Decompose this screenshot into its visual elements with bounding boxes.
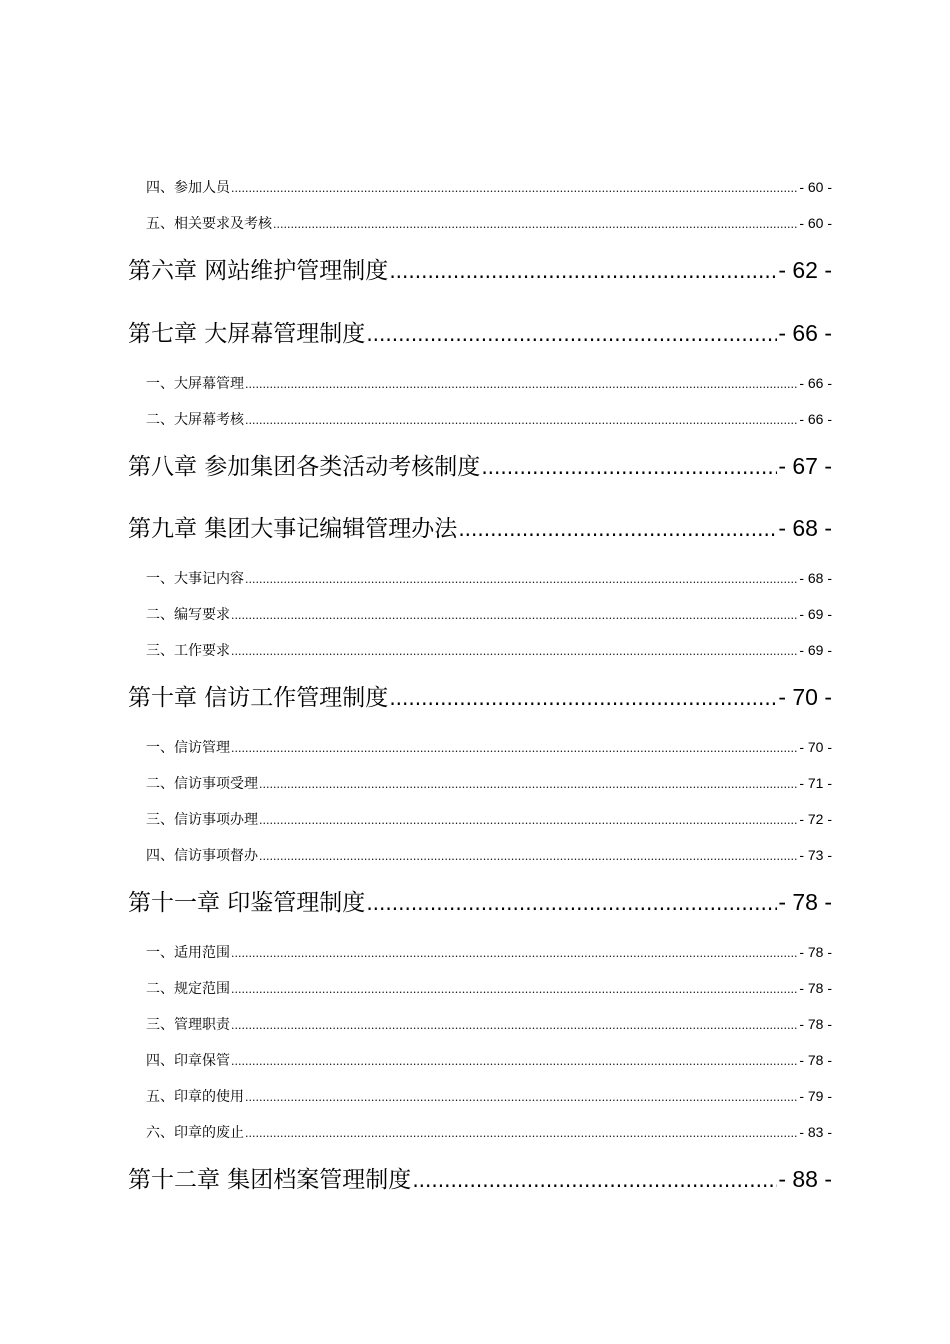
toc-entry-title: 三、管理职责: [146, 1017, 230, 1033]
toc-dot-leader: [231, 179, 798, 196]
toc-entry[interactable]: [146, 605, 832, 623]
toc-page-number: - 78 -: [799, 1052, 832, 1068]
toc-dot-leader: [458, 514, 777, 543]
toc-entry-title: 四、参加人员: [146, 180, 230, 196]
toc-page-number: - 73 -: [799, 847, 832, 863]
toc-entry-title: 二、编写要求: [146, 607, 230, 623]
toc-dot-leader: [389, 256, 777, 285]
toc-dot-leader: [366, 319, 777, 348]
toc-chapter-title: 第九章 集团大事记编辑管理办法: [128, 516, 458, 542]
toc-page-number: - 78 -: [799, 980, 832, 996]
toc-chapter-title: 第十章 信访工作管理制度: [128, 685, 389, 711]
toc-dot-leader: [259, 775, 798, 792]
toc-chapter-entry[interactable]: [128, 887, 832, 917]
toc-page-number: - 70 -: [799, 739, 832, 755]
toc-page-number: - 66 -: [799, 375, 832, 391]
toc-entry[interactable]: [146, 979, 832, 997]
toc-page-number: - 79 -: [799, 1088, 832, 1104]
toc-entry-title: 二、大屏幕考核: [146, 412, 244, 428]
toc-entry[interactable]: [146, 641, 832, 659]
toc-dot-leader: [366, 888, 777, 917]
toc-dot-leader: [231, 1016, 798, 1033]
toc-page-number: - 66 -: [778, 320, 832, 346]
toc-dot-leader: [245, 411, 798, 428]
toc-chapter-entry[interactable]: [128, 682, 832, 712]
toc-entry[interactable]: [146, 943, 832, 961]
toc-dot-leader: [273, 215, 798, 232]
toc-entry-title: 二、规定范围: [146, 981, 230, 997]
toc-dot-leader: [259, 811, 798, 828]
toc-dot-leader: [231, 1052, 798, 1069]
toc-entry[interactable]: [146, 214, 832, 232]
toc-dot-leader: [231, 739, 798, 756]
toc-page-number: - 69 -: [799, 642, 832, 658]
toc-page-number: - 72 -: [799, 811, 832, 827]
toc-entry[interactable]: [146, 1087, 832, 1105]
toc-entry-title: 四、印章保管: [146, 1053, 230, 1069]
toc-entry-title: 四、信访事项督办: [146, 848, 258, 864]
toc-entry-title: 一、适用范围: [146, 945, 230, 961]
toc-chapter-title: 第十一章 印鉴管理制度: [128, 890, 366, 916]
toc-chapter-entry[interactable]: [128, 1164, 832, 1194]
toc-page-number: - 71 -: [799, 775, 832, 791]
toc-dot-leader: [412, 1165, 777, 1194]
toc-page-number: - 78 -: [799, 1016, 832, 1032]
toc-entry-title: 三、信访事项办理: [146, 812, 258, 828]
toc-chapter-title: 第八章 参加集团各类活动考核制度: [128, 454, 481, 480]
toc-entry[interactable]: [146, 1123, 832, 1141]
toc-dot-leader: [245, 1088, 798, 1105]
toc-entry-title: 五、相关要求及考核: [146, 216, 272, 232]
toc-chapter-title: 第六章 网站维护管理制度: [128, 258, 389, 284]
toc-page-number: - 68 -: [799, 570, 832, 586]
toc-entry-title: 六、印章的废止: [146, 1125, 244, 1141]
toc-page-number: - 62 -: [778, 257, 832, 283]
toc-dot-leader: [231, 980, 798, 997]
toc-entry[interactable]: [146, 774, 832, 792]
toc-dot-leader: [245, 570, 798, 587]
toc-entry[interactable]: [146, 846, 832, 864]
toc-page-number: - 69 -: [799, 606, 832, 622]
toc-page-number: - 88 -: [778, 1166, 832, 1192]
toc-chapter-title: 第十二章 集团档案管理制度: [128, 1167, 412, 1193]
toc-entry-title: 一、信访管理: [146, 740, 230, 756]
toc-dot-leader: [231, 944, 798, 961]
toc-entry-title: 一、大事记内容: [146, 571, 244, 587]
toc-entry[interactable]: [146, 410, 832, 428]
toc-entry-title: 五、印章的使用: [146, 1089, 244, 1105]
toc-chapter-entry[interactable]: [128, 318, 832, 348]
toc-page-number: - 60 -: [799, 215, 832, 231]
toc-page-number: - 68 -: [778, 515, 832, 541]
toc-page-number: - 60 -: [799, 179, 832, 195]
toc-dot-leader: [245, 375, 798, 392]
toc-entry[interactable]: [146, 178, 832, 196]
toc-entry-title: 二、信访事项受理: [146, 776, 258, 792]
toc-page-number: - 83 -: [799, 1124, 832, 1140]
toc-entry[interactable]: [146, 374, 832, 392]
toc-chapter-entry[interactable]: [128, 513, 832, 543]
toc-dot-leader: [245, 1124, 798, 1141]
toc-dot-leader: [231, 606, 798, 623]
toc-dot-leader: [231, 642, 798, 659]
toc-dot-leader: [259, 847, 798, 864]
toc-page-number: - 78 -: [799, 944, 832, 960]
toc-chapter-entry[interactable]: [128, 255, 832, 285]
toc-entry[interactable]: [146, 1015, 832, 1033]
toc-entry[interactable]: [146, 738, 832, 756]
toc-page-number: - 66 -: [799, 411, 832, 427]
toc-page-number: - 70 -: [778, 684, 832, 710]
toc-dot-leader: [389, 683, 777, 712]
toc-page-number: - 78 -: [778, 889, 832, 915]
toc-entry-title: 三、工作要求: [146, 643, 230, 659]
toc-chapter-title: 第七章 大屏幕管理制度: [128, 321, 366, 347]
toc-entry[interactable]: [146, 810, 832, 828]
toc-entry[interactable]: [146, 1051, 832, 1069]
toc-page-number: - 67 -: [778, 453, 832, 479]
toc-chapter-entry[interactable]: [128, 451, 832, 481]
toc-entry[interactable]: [146, 569, 832, 587]
toc-entry-title: 一、大屏幕管理: [146, 376, 244, 392]
toc-dot-leader: [481, 452, 777, 481]
